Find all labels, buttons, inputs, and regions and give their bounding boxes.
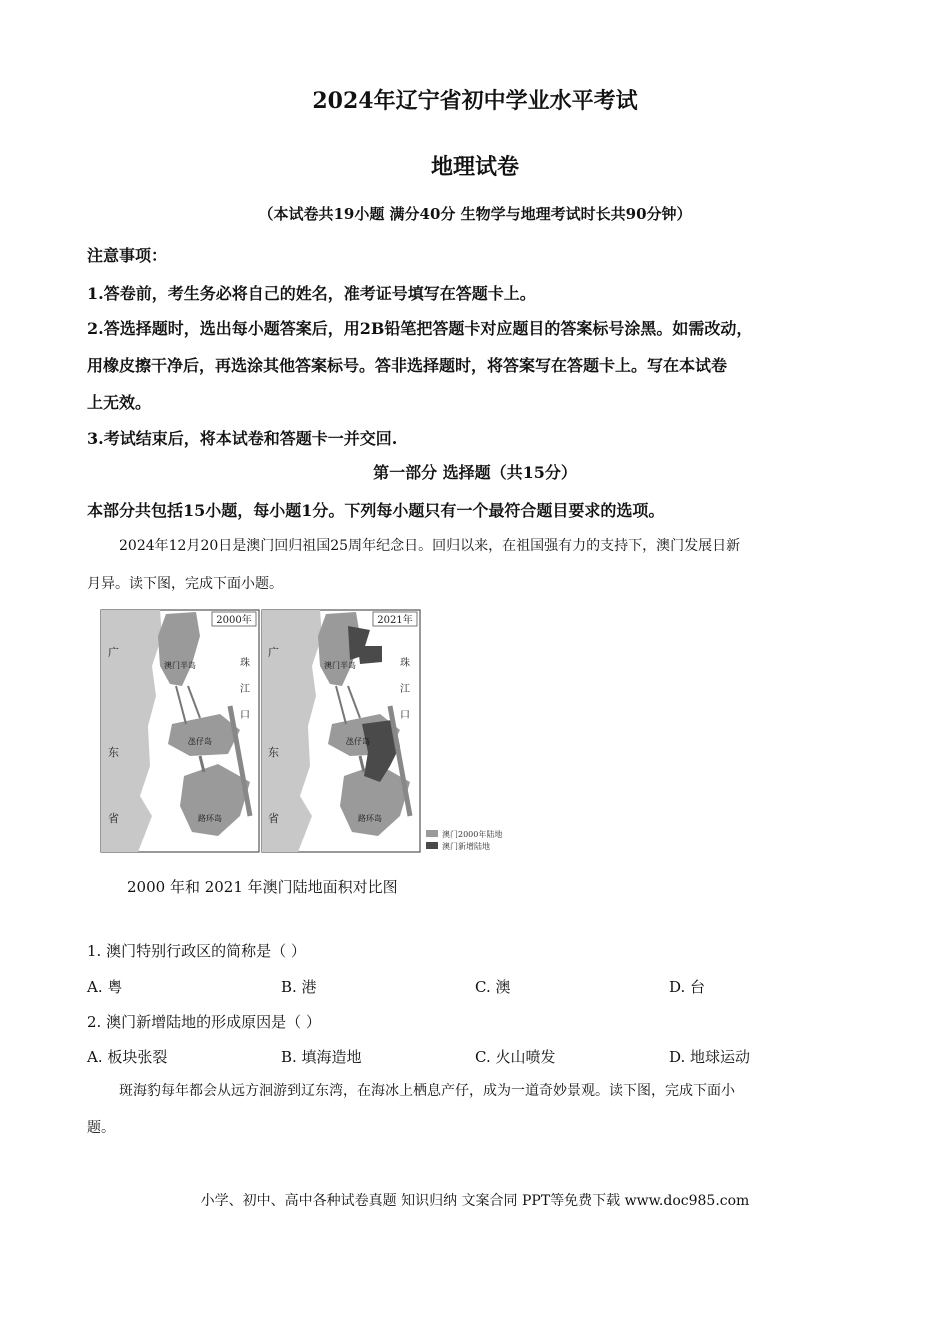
map-2021-panel <box>262 610 420 852</box>
macau-map-svg <box>100 606 535 856</box>
map-year-2021-label: 2021年 <box>377 615 413 626</box>
map-label-sheng-left: 省 <box>108 812 119 825</box>
note-item-2-line-2: 用橡皮擦干净后，再选涂其他答案标号。答非选择题时，将答案写在答题卡上。写在本试卷 <box>87 356 728 375</box>
map-label-peninsula-right: 澳门半岛 <box>324 661 356 670</box>
map-label-coloane-left: 路环岛 <box>198 814 222 823</box>
passage-1-line-2: 月异。读下图，完成下面小题。 <box>87 576 283 592</box>
legend-label-new-land: 澳门新增陆地 <box>442 842 490 851</box>
question-1-option-d[interactable]: D. 台 <box>669 978 706 996</box>
map-label-guang-left: 广 <box>108 646 119 659</box>
map-label-jiang-left: 江 <box>240 684 250 695</box>
page-footer: 小学、初中、高中各种试卷真题 知识归纳 文案合同 PPT等免费下载 www.doc985.com <box>200 1193 750 1209</box>
question-1-option-a[interactable]: A. 粤 <box>87 978 123 996</box>
question-2-option-c[interactable]: C. 火山喷发 <box>475 1048 556 1066</box>
question-1-option-b[interactable]: B. 港 <box>281 978 317 996</box>
question-2-stem: 2. 澳门新增陆地的形成原因是（ ） <box>87 1013 321 1031</box>
note-item-2-line-3: 上无效。 <box>87 393 152 412</box>
map-label-peninsula-left: 澳门半岛 <box>164 661 196 670</box>
macau-land-comparison-figure <box>100 606 535 856</box>
exam-info: （本试卷共19小题 满分40分 生物学与地理考试时长共90分钟） <box>258 205 692 223</box>
map-2000-panel <box>101 610 259 852</box>
legend-swatch-new-land <box>426 842 438 849</box>
map-label-dong-left: 东 <box>108 746 119 759</box>
exam-title: 2024年辽宁省初中学业水平考试 <box>312 88 638 114</box>
question-2-option-d[interactable]: D. 地球运动 <box>669 1048 751 1066</box>
map-label-taipa-right: 氹仔岛 <box>346 737 370 746</box>
map-label-dong-right: 东 <box>268 746 279 759</box>
map-label-coloane-right: 路环岛 <box>358 814 382 823</box>
map-label-jiang-right: 江 <box>400 684 410 695</box>
passage-2-line-1: 斑海豹每年都会从远方洄游到辽东湾，在海冰上栖息产仔，成为一道奇妙景观。读下图，完成下面小 <box>119 1083 735 1099</box>
question-1-stem: 1. 澳门特别行政区的简称是（ ） <box>87 942 306 960</box>
map-legend <box>426 829 502 851</box>
map-label-guang-right: 广 <box>268 646 279 659</box>
map-label-kou-right: 口 <box>400 710 410 721</box>
passage-2-line-2: 题。 <box>87 1120 115 1136</box>
note-item-2-line-1: 2.答选择题时，选出每小题答案后，用2B铅笔把答题卡对应题目的答案标号涂黑。如需改动， <box>87 319 753 338</box>
map-label-sheng-right: 省 <box>268 812 279 825</box>
map-label-taipa-left: 氹仔岛 <box>188 737 212 746</box>
note-item-1: 1.答卷前，考生务必将自己的姓名，准考证号填写在答题卡上。 <box>87 284 536 303</box>
notes-heading: 注意事项： <box>87 246 168 265</box>
question-1-option-c[interactable]: C. 澳 <box>475 978 511 996</box>
map-label-zhu-right: 珠 <box>400 658 410 669</box>
section-instruction: 本部分共包括15小题，每小题1分。下列每小题只有一个最符合题目要求的选项。 <box>87 501 665 520</box>
question-2-option-a[interactable]: A. 板块张裂 <box>87 1048 168 1066</box>
map-year-2000-label: 2000年 <box>216 615 252 626</box>
section-title: 第一部分 选择题（共15分） <box>373 463 577 482</box>
legend-label-old-land: 澳门2000年陆地 <box>442 830 503 839</box>
passage-1-line-1: 2024年12月20日是澳门回归祖国25周年纪念日。回归以来，在祖国强有力的支持下，澳门发展日新 <box>119 538 741 554</box>
figure-caption: 2000 年和 2021 年澳门陆地面积对比图 <box>127 878 398 896</box>
map-label-kou-left: 口 <box>240 710 250 721</box>
map-label-zhu-left: 珠 <box>240 658 250 669</box>
note-item-3: 3.考试结束后，将本试卷和答题卡一并交回. <box>87 429 398 448</box>
question-2-option-b[interactable]: B. 填海造地 <box>281 1048 362 1066</box>
legend-swatch-old-land <box>426 830 438 837</box>
subject-title: 地理试卷 <box>430 154 519 180</box>
